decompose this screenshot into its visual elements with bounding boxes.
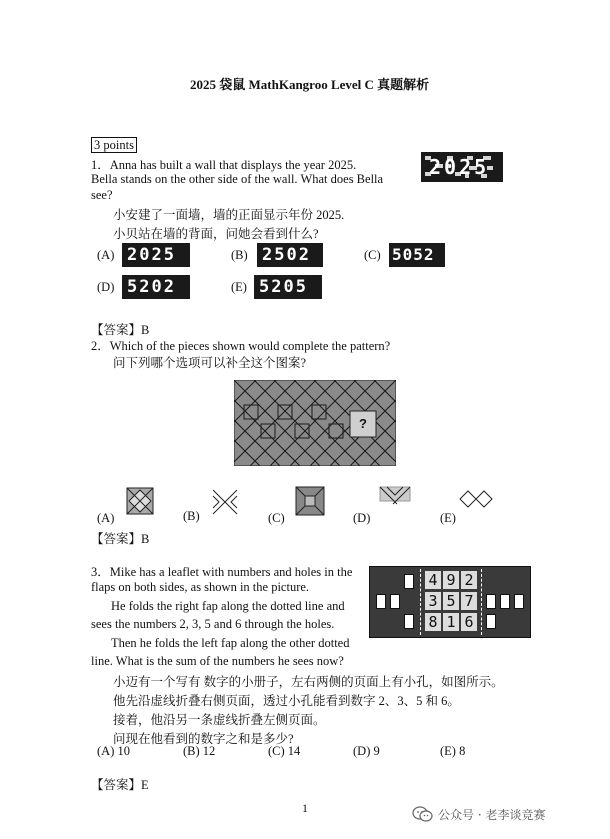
q3-cn3: 接着，他沿另一条虚线折叠左侧页面。 bbox=[113, 713, 326, 727]
q2-option-b-svg bbox=[207, 484, 243, 520]
wall-image bbox=[421, 152, 503, 182]
grid-cell: 8 bbox=[425, 613, 441, 631]
q1-cn2: 小贝站在墙的背面，问她会看到什么? bbox=[113, 227, 319, 241]
q1-option-e-label[interactable]: (E) bbox=[231, 280, 247, 294]
q1-option-a-label[interactable]: (A) bbox=[97, 248, 115, 262]
q2-option-e-piece[interactable] bbox=[458, 488, 494, 514]
q2-option-d-label[interactable]: (D) bbox=[353, 511, 371, 525]
q1-option-c-text: 5052 bbox=[392, 245, 435, 264]
q1-line2: Bella stands on the other side of the wall. What does Bella bbox=[91, 172, 384, 186]
q2-option-d-piece[interactable] bbox=[377, 484, 413, 518]
q1-cn1: 小安建了一面墙，墙的正面显示年份 2025. bbox=[113, 208, 345, 222]
q3-option-a[interactable]: (A) 10 bbox=[97, 744, 130, 758]
q1-option-e-image[interactable] bbox=[254, 275, 322, 299]
q2-option-a-svg bbox=[123, 484, 157, 518]
hole bbox=[376, 594, 386, 609]
q2-option-a-piece[interactable] bbox=[123, 484, 157, 522]
hole bbox=[390, 594, 400, 609]
q1-option-d-label[interactable]: (D) bbox=[97, 280, 115, 294]
hole bbox=[514, 594, 524, 609]
hole bbox=[500, 594, 510, 609]
leaflet-image bbox=[369, 566, 531, 638]
q2-option-b-label[interactable]: (B) bbox=[183, 509, 200, 523]
q3-line3: He folds the right fap along the dotted line and bbox=[111, 599, 345, 613]
watermark bbox=[412, 805, 545, 823]
q3-line5: Then he folds the left fap along the other dotted bbox=[111, 636, 350, 650]
q2-line1: 2．Which of the pieces shown would complete the pattern? bbox=[91, 339, 391, 353]
q2-option-d-svg bbox=[377, 484, 413, 514]
q1-option-c-image[interactable] bbox=[389, 243, 445, 267]
q2-option-c-label[interactable]: (C) bbox=[268, 511, 285, 525]
grid-cell: 1 bbox=[443, 613, 459, 631]
grid-cell: 3 bbox=[425, 592, 441, 610]
q1-option-e-text: 5205 bbox=[259, 277, 308, 297]
points-label: 3 points bbox=[91, 137, 137, 153]
wall-text: 2025 bbox=[429, 155, 490, 179]
right-flap bbox=[484, 571, 526, 633]
q1-option-a-image[interactable] bbox=[122, 243, 190, 267]
number-grid bbox=[420, 569, 482, 635]
q1-option-b-text: 2502 bbox=[262, 245, 311, 265]
q1-option-b-label[interactable]: (B) bbox=[231, 248, 248, 262]
q3-cn4: 问现在他看到的数字之和是多少? bbox=[113, 732, 294, 746]
grid-cell: 5 bbox=[443, 592, 459, 610]
pattern-svg bbox=[234, 380, 396, 466]
q2-option-b-piece[interactable] bbox=[207, 484, 243, 524]
pattern-question-mark: ? bbox=[359, 416, 367, 431]
q3-answer: 【答案】E bbox=[91, 778, 149, 792]
q1-option-c-label[interactable]: (C) bbox=[364, 248, 381, 262]
grid-cell: 7 bbox=[461, 592, 477, 610]
q3-option-d[interactable]: (D) 9 bbox=[353, 744, 380, 758]
q1-option-d-image[interactable] bbox=[122, 275, 190, 299]
grid-cell: 9 bbox=[443, 571, 459, 589]
wechat-icon bbox=[412, 805, 434, 823]
hole bbox=[486, 594, 496, 609]
grid-cell: 2 bbox=[461, 571, 477, 589]
q2-cn1: 问下列哪个选项可以补全这个图案? bbox=[113, 356, 307, 370]
q3-cn2: 他先沿虚线折叠右侧页面，透过小孔能看到数字 2、3、5 和 6。 bbox=[113, 694, 460, 708]
q3-option-b[interactable]: (B) 12 bbox=[183, 744, 216, 758]
q1-line1: 1．Anna has built a wall that displays the year 2025. bbox=[91, 158, 357, 172]
q3-line2: flaps on both sides, as shown in the picture. bbox=[91, 580, 310, 594]
q1-option-b-image[interactable] bbox=[257, 243, 323, 267]
grid-cell: 6 bbox=[461, 613, 477, 631]
q2-option-e-label[interactable]: (E) bbox=[440, 511, 456, 525]
q3-line1: 3．Mike has a leaflet with numbers and holes in the bbox=[91, 565, 353, 579]
q3-cn1: 小迈有一个写有 数字的小册子，左右两侧的页面上有小孔，如图所示。 bbox=[113, 675, 504, 689]
q3-option-e[interactable]: (E) 8 bbox=[440, 744, 466, 758]
q1-option-a-text: 2025 bbox=[127, 245, 176, 265]
q3-option-c[interactable]: (C) 14 bbox=[268, 744, 301, 758]
page-title: 2025 袋鼠 MathKangroo Level C 真题解析 bbox=[190, 77, 430, 92]
q1-option-d-text: 5202 bbox=[127, 277, 176, 297]
q1-answer: 【答案】B bbox=[91, 323, 150, 337]
q3-line6: line. What is the sum of the numbers he sees now? bbox=[91, 654, 344, 668]
watermark-text: 公众号 · 老李谈竞赛 bbox=[438, 807, 546, 822]
q2-option-e-svg bbox=[458, 488, 494, 510]
grid-cell: 4 bbox=[425, 571, 441, 589]
page-number: 1 bbox=[302, 801, 308, 815]
q1-line3: see? bbox=[91, 188, 113, 202]
q2-answer: 【答案】B bbox=[91, 532, 150, 546]
hole bbox=[404, 574, 414, 589]
hole bbox=[486, 614, 496, 629]
hole bbox=[404, 614, 414, 629]
q2-option-c-piece[interactable] bbox=[293, 484, 327, 522]
q2-option-c-svg bbox=[293, 484, 327, 518]
pattern-image bbox=[234, 380, 396, 466]
q3-line4: sees the numbers 2, 3, 5 and 6 through the holes. bbox=[91, 617, 335, 631]
left-flap bbox=[374, 571, 416, 633]
q2-option-a-label[interactable]: (A) bbox=[97, 511, 115, 525]
